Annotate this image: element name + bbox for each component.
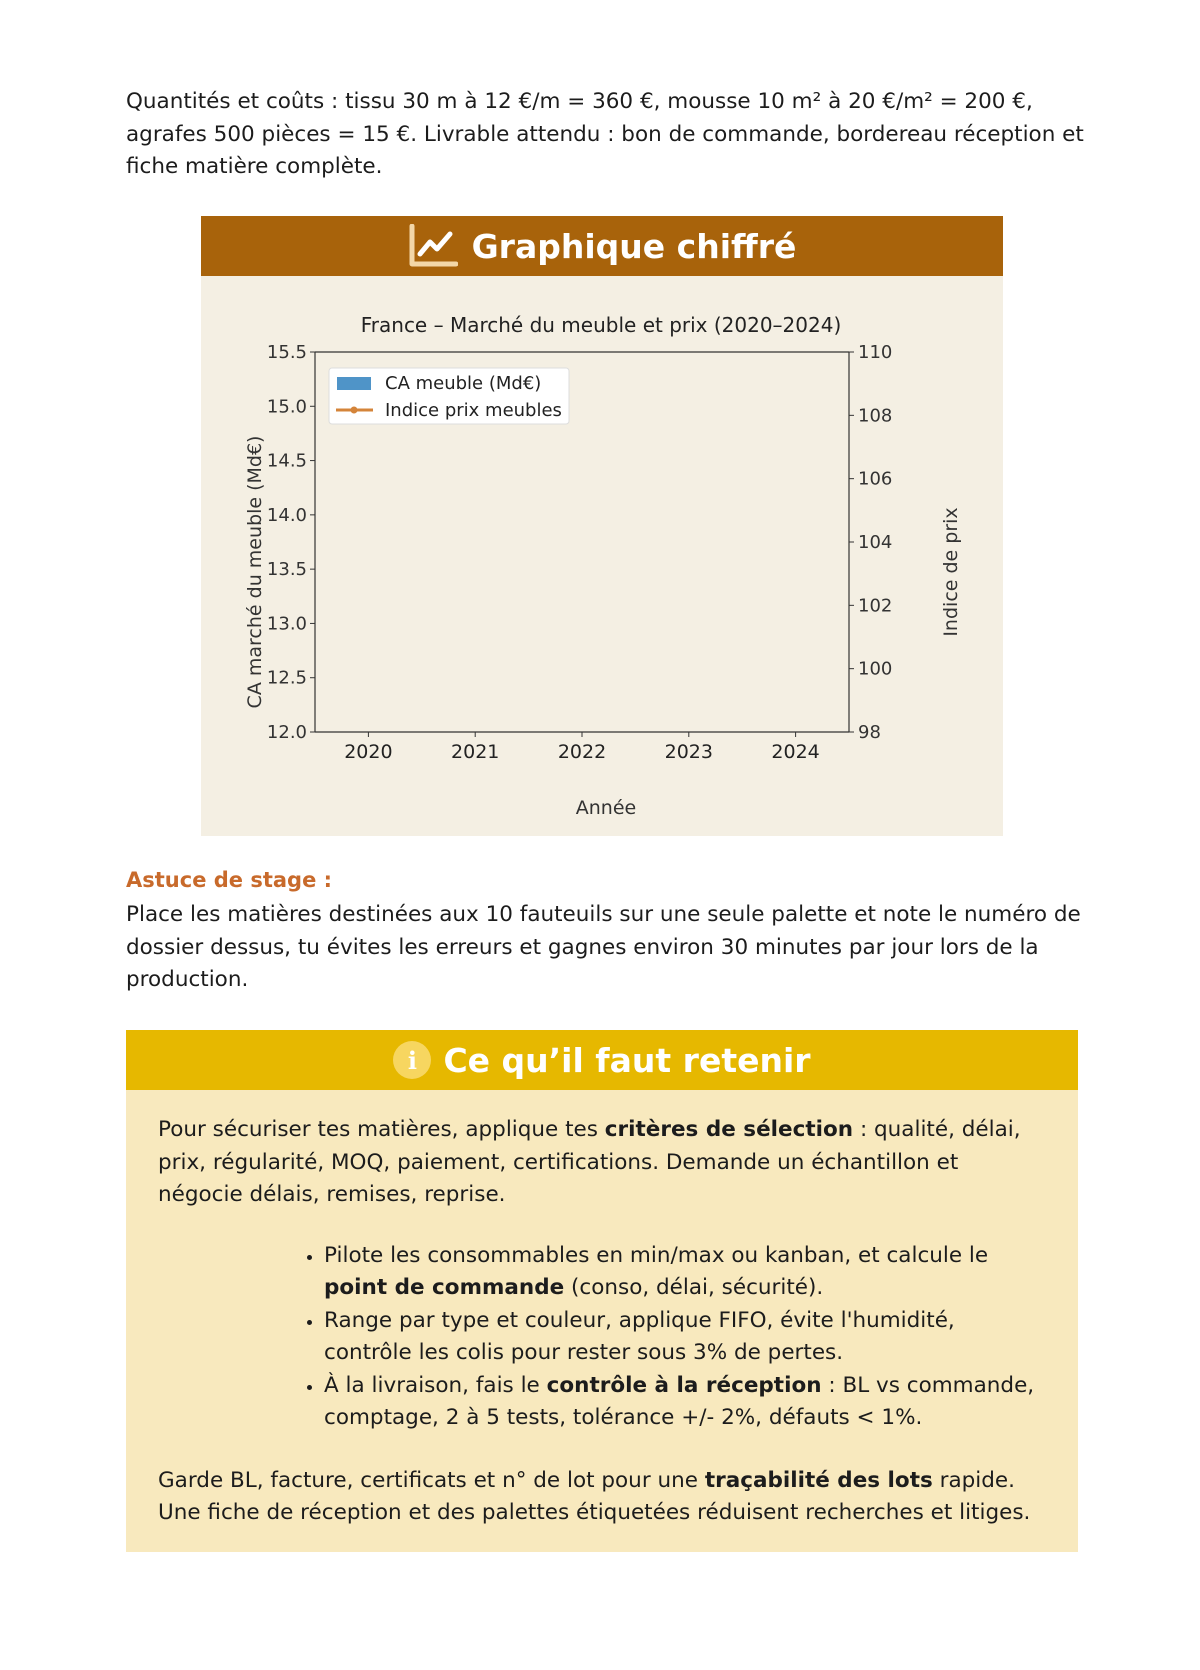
retain-p1-text-c: : qualité, délai, prix, régularité, MOQ, paiement, certifications. Demande un échantillon et négocie délais, remises, reprise. [158,1117,1021,1207]
y-tick-label: 13.5 [266,559,307,581]
chart-card-header [201,216,1003,276]
y2-tick-label: 108 [858,405,893,427]
retain-title: Ce qu’il faut retenir [443,1040,811,1080]
legend [329,368,569,424]
bullet-1-text-c: (conso, délai, sécurité). [564,1275,824,1300]
retain-paragraph-2 [158,1465,1046,1530]
chart-card [201,216,1003,836]
y2-tick-label: 104 [858,532,893,553]
legend-bar-swatch [337,377,371,390]
bullet-2-text-a: Range par type et couleur, applique FIFO, évite l'humidité, contrôle les colis pour rester sous 3% de pertes. [324,1307,955,1365]
list-item [324,1240,1046,1305]
retain-p2-text-c: rapide. Une fiche de réception et des palettes étiquetées réduisent recherches et litiges. [158,1467,1031,1525]
chart-line-icon [408,224,458,268]
retain-body [126,1090,1078,1530]
x-tick-label: 2020 [344,741,393,763]
y-tick-label: 15.0 [266,396,307,418]
list-item [324,1305,1046,1370]
bullet-3-text-c: : BL vs commande, comptage, 2 à 5 tests, tolérance +/- 2%, défauts < 1%. [324,1372,1035,1430]
x-tick-label: 2021 [451,741,500,763]
y-axis-label: CA marché du meuble (Md€) [244,435,266,709]
tip-title: Astuce de stage : [126,868,333,892]
retain-paragraph-1 [158,1114,1046,1212]
x-tick-label: 2022 [557,741,607,763]
y-tick-label: 15.5 [266,342,307,363]
y2-tick-label: 110 [858,342,893,363]
y-tick-label: 14.0 [266,504,307,526]
y2-axis-label: Indice de prix [940,507,962,637]
legend-line-marker [351,407,358,414]
intro-paragraph: Quantités et coûts : tissu 30 m à 12 €/m = 360 €, mousse 10 m² à 20 €/m² = 200 €, agrafes 500 pièces = 15 €. Livrable attendu : bon de commande, bordereau réception et fiche matière complète. [126,89,1084,179]
chart-title: France – Marché du meuble et prix (2020–2024) [360,313,842,337]
bullet-1-bold: point de commande [324,1275,565,1300]
chart [201,276,1003,836]
retain-p2-bold: traçabilité des lots [704,1467,933,1493]
y2-tick-label: 106 [858,468,893,490]
y-tick-label: 12.0 [266,722,307,743]
chart-card-title: Graphique chiffré [471,226,797,266]
retain-p1-bold: critères de sélection [604,1117,854,1142]
retain-p1-text-a: Pour sécuriser tes matières, applique tes [158,1117,605,1142]
x-axis-label: Année [575,797,637,819]
list-item [324,1370,1046,1435]
tip-text: Place les matières destinées aux 10 fauteuils sur une seule palette et note le numéro de dossier dessus, tu évites les erreurs et gagnes environ 30 minutes par jour lors de la production. [126,902,1081,992]
info-icon: i [393,1041,431,1079]
retain-header [126,1030,1078,1090]
bullet-3-text-a: À la livraison, fais le [324,1372,547,1398]
y-tick-label: 13.0 [266,613,307,635]
x-tick-label: 2023 [664,741,713,763]
retain-p2-text-a: Garde BL, facture, certificats et n° de lot pour une [158,1467,705,1493]
y-tick-label: 14.5 [266,450,307,472]
y-tick-label: 12.5 [266,667,307,689]
legend-line-label: Indice prix meubles [385,400,562,421]
retain-bullet-list [158,1240,1046,1435]
y2-tick-label: 98 [858,722,881,743]
legend-bar-label: CA meuble (Md€) [385,373,542,394]
bullet-3-bold: contrôle à la réception [546,1372,822,1398]
bullet-1-text-a: Pilote les consommables en min/max ou kanban, et calcule le [324,1242,989,1268]
y2-tick-label: 102 [858,595,893,617]
x-tick-label: 2024 [771,741,820,763]
y2-tick-label: 100 [858,658,893,680]
retain-box [126,1030,1078,1552]
